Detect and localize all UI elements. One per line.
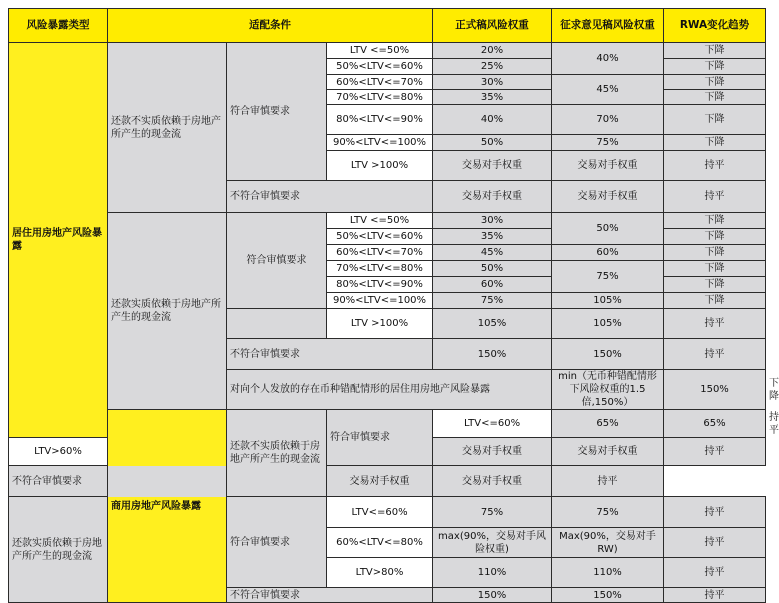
draft-rw-cell: 40% <box>552 43 664 75</box>
trend-cell: 下降 <box>664 135 766 151</box>
final-rw-cell: 20% <box>433 43 552 59</box>
ltv-cell: 60%<LTV<=70% <box>327 245 433 261</box>
trend-cell: 下降 <box>664 229 766 245</box>
final-rw-cell: 30% <box>433 75 552 90</box>
subcondition-label: 还款实质依赖于房地产所产生的现金流 <box>108 213 227 410</box>
trend-cell: 下降 <box>664 213 766 229</box>
ltv-cell: LTV >100% <box>327 151 433 181</box>
draft-rw-cell: 60% <box>552 245 664 261</box>
header-trend: RWA变化趋势 <box>664 9 766 43</box>
ltv-cell: LTV>60% <box>9 438 108 466</box>
final-rw-cell: 50% <box>433 261 552 277</box>
prudential-not-meet-label: 不符合审慎要求 <box>9 466 227 497</box>
empty-cell <box>227 309 327 339</box>
ltv-cell: LTV<=60% <box>433 410 552 438</box>
draft-rw-cell: 150% <box>552 339 664 370</box>
category-commercial: 商用房地产风险暴露 <box>108 410 227 603</box>
ltv-cell: 60%<LTV<=80% <box>327 528 433 558</box>
header-final-rw: 正式稿风险权重 <box>433 9 552 43</box>
final-rw-cell: 交易对手权重 <box>327 466 433 497</box>
ltv-cell: LTV >100% <box>327 309 433 339</box>
final-rw-cell: 交易对手权重 <box>433 438 552 466</box>
draft-rw-cell: 105% <box>552 309 664 339</box>
ltv-cell: 90%<LTV<=100% <box>327 293 433 309</box>
final-rw-cell: 40% <box>433 105 552 135</box>
table-row: 对向个人发放的存在币种错配情形的居住用房地产风险暴露 min（无币种错配情形下风险权重的1.5倍,150%） 150% 下降 <box>9 370 766 410</box>
trend-cell: 下降 <box>664 75 766 90</box>
final-rw-cell: 30% <box>433 213 552 229</box>
trend-cell: 持平 <box>664 528 766 558</box>
table-row <box>9 213 766 229</box>
ltv-cell: 70%<LTV<=80% <box>327 261 433 277</box>
subcondition-label: 还款实质依赖于房地产所产生的现金流 <box>9 497 108 603</box>
ltv-cell: 60%<LTV<=70% <box>327 75 433 90</box>
trend-cell: 持平 <box>664 558 766 588</box>
final-rw-cell: max(90%，交易对手风险权重) <box>433 528 552 558</box>
prudential-not-meet-label: 不符合审慎要求 <box>227 181 433 213</box>
trend-cell: 下降 <box>664 90 766 105</box>
trend-cell: 持平 <box>664 181 766 213</box>
final-rw-cell: 25% <box>433 59 552 75</box>
trend-cell: 持平 <box>552 466 664 497</box>
final-rw-cell: 150% <box>433 339 552 370</box>
draft-rw-cell: 75% <box>552 261 664 293</box>
header-row <box>9 9 766 43</box>
ltv-cell: LTV>80% <box>327 558 433 588</box>
prudential-meets-label: 符合审慎要求 <box>227 43 327 181</box>
draft-rw-cell: 110% <box>552 558 664 588</box>
trend-cell: 持平 <box>664 438 766 466</box>
ltv-cell: 70%<LTV<=80% <box>327 90 433 105</box>
prudential-meets-label: 符合审慎要求 <box>327 410 433 466</box>
final-rw-cell: 110% <box>433 558 552 588</box>
trend-cell: 下降 <box>664 59 766 75</box>
trend-cell: 下降 <box>664 261 766 277</box>
ltv-cell: 80%<LTV<=90% <box>327 277 433 293</box>
table-row: 商用房地产风险暴露 还款不实质依赖于房地产所产生的现金流 符合审慎要求 LTV<=60% 65% 65% 持平 <box>9 410 766 438</box>
final-rw-cell: 交易对手权重 <box>433 181 552 213</box>
ltv-cell: LTV <=50% <box>327 213 433 229</box>
final-rw-cell: 交易对手权重 <box>433 151 552 181</box>
draft-rw-cell: 65% <box>664 410 766 438</box>
final-rw-cell: 35% <box>433 229 552 245</box>
draft-rw-cell: 150% <box>664 370 766 410</box>
category-residential: 居住用房地产风险暴露 <box>9 43 108 438</box>
final-rw-cell: 60% <box>433 277 552 293</box>
subcondition-label: 还款不实质依赖于房地产所产生的现金流 <box>108 43 227 213</box>
final-rw-cell: min（无币种错配情形下风险权重的1.5倍,150%） <box>552 370 664 410</box>
final-rw-cell: 75% <box>433 497 552 528</box>
prudential-not-meet-label: 不符合审慎要求 <box>227 588 433 603</box>
trend-cell: 持平 <box>664 588 766 603</box>
ltv-cell: 90%<LTV<=100% <box>327 135 433 151</box>
final-rw-cell: 150% <box>433 588 552 603</box>
trend-cell: 持平 <box>664 309 766 339</box>
risk-weight-table <box>8 8 779 603</box>
final-rw-cell: 75% <box>433 293 552 309</box>
table-row <box>9 43 766 59</box>
draft-rw-cell: 105% <box>552 293 664 309</box>
draft-rw-cell: 交易对手权重 <box>552 438 664 466</box>
ltv-cell: LTV <=50% <box>327 43 433 59</box>
trend-cell: 持平 <box>664 339 766 370</box>
ltv-cell: 50%<LTV<=60% <box>327 229 433 245</box>
ltv-cell: 80%<LTV<=90% <box>327 105 433 135</box>
prudential-meets-label: 符合审慎要求 <box>227 213 327 309</box>
ltv-cell: LTV<=60% <box>327 497 433 528</box>
trend-cell: 下降 <box>664 277 766 293</box>
header-draft-rw: 征求意见稿风险权重 <box>552 9 664 43</box>
trend-cell: 下降 <box>664 293 766 309</box>
risk-weight-table-container <box>8 8 779 601</box>
draft-rw-cell: 75% <box>552 497 664 528</box>
draft-rw-cell: 150% <box>552 588 664 603</box>
draft-rw-cell: 交易对手权重 <box>552 181 664 213</box>
draft-rw-cell: 50% <box>552 213 664 245</box>
subcondition-label: 还款不实质依赖于房地产所产生的现金流 <box>227 410 327 497</box>
draft-rw-cell: Max(90%，交易对手RW) <box>552 528 664 558</box>
trend-cell: 下降 <box>664 105 766 135</box>
table-row <box>9 466 766 497</box>
ltv-cell: 50%<LTV<=60% <box>327 59 433 75</box>
final-rw-cell: 65% <box>552 410 664 438</box>
trend-cell: 下降 <box>664 245 766 261</box>
final-rw-cell: 35% <box>433 90 552 105</box>
trend-cell: 持平 <box>664 151 766 181</box>
draft-rw-cell: 75% <box>552 135 664 151</box>
final-rw-cell: 105% <box>433 309 552 339</box>
header-condition: 适配条件 <box>108 9 433 43</box>
prudential-not-meet-label: 不符合审慎要求 <box>227 339 433 370</box>
draft-rw-cell: 70% <box>552 105 664 135</box>
final-rw-cell: 50% <box>433 135 552 151</box>
final-rw-cell: 45% <box>433 245 552 261</box>
trend-cell: 下降 <box>664 43 766 59</box>
currency-mismatch-label: 对向个人发放的存在币种错配情形的居住用房地产风险暴露 <box>227 370 552 410</box>
header-type: 风险暴露类型 <box>9 9 108 43</box>
prudential-meets-label: 符合审慎要求 <box>227 497 327 588</box>
trend-cell: 持平 <box>664 497 766 528</box>
draft-rw-cell: 交易对手权重 <box>552 151 664 181</box>
draft-rw-cell: 45% <box>552 75 664 105</box>
draft-rw-cell: 交易对手权重 <box>433 466 552 497</box>
